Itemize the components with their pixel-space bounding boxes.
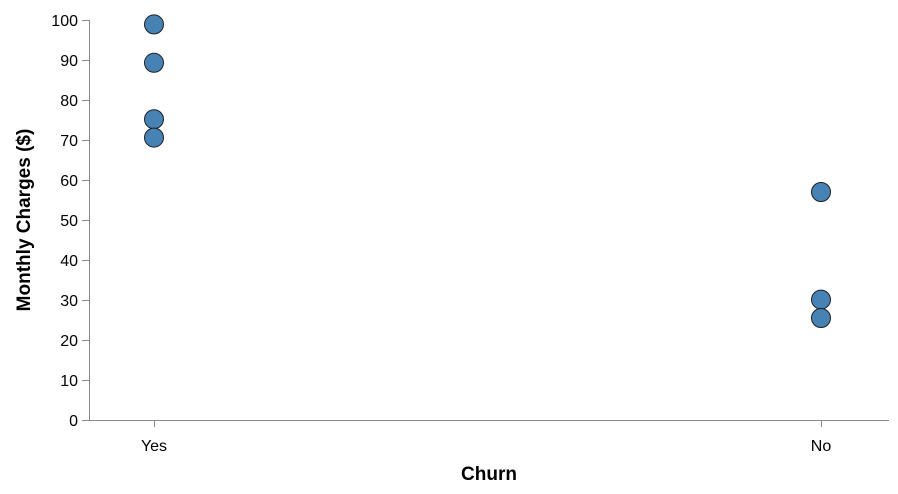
- y-tick-label: 100: [51, 13, 78, 30]
- y-tick-label: 20: [60, 333, 78, 350]
- x-tick-label-yes: Yes: [140, 438, 168, 455]
- scatter-point: [145, 53, 164, 72]
- y-tick-label: 80: [60, 93, 78, 110]
- scatter-point: [145, 128, 164, 147]
- x-tick-label-no: No: [810, 438, 832, 455]
- y-tick-label: 0: [69, 413, 78, 430]
- y-tick-label: 40: [60, 253, 78, 270]
- y-tick-label: 10: [60, 373, 78, 390]
- y-tick-label: 60: [60, 173, 78, 190]
- scatter-point: [812, 309, 831, 328]
- y-axis: [51, 13, 89, 430]
- scatter-point: [145, 110, 164, 129]
- scatter-point: [812, 290, 831, 309]
- data-points: [145, 15, 831, 328]
- x-axis-title: Churn: [461, 464, 517, 485]
- y-tick-label: 90: [60, 53, 78, 70]
- y-axis-title: Monthly Charges ($): [14, 128, 35, 312]
- scatter-point: [145, 15, 164, 34]
- y-tick-label: 70: [60, 133, 78, 150]
- x-axis: [89, 420, 889, 455]
- y-tick-label: 30: [60, 293, 78, 310]
- scatter-point: [812, 183, 831, 202]
- y-tick-label: 50: [60, 213, 78, 230]
